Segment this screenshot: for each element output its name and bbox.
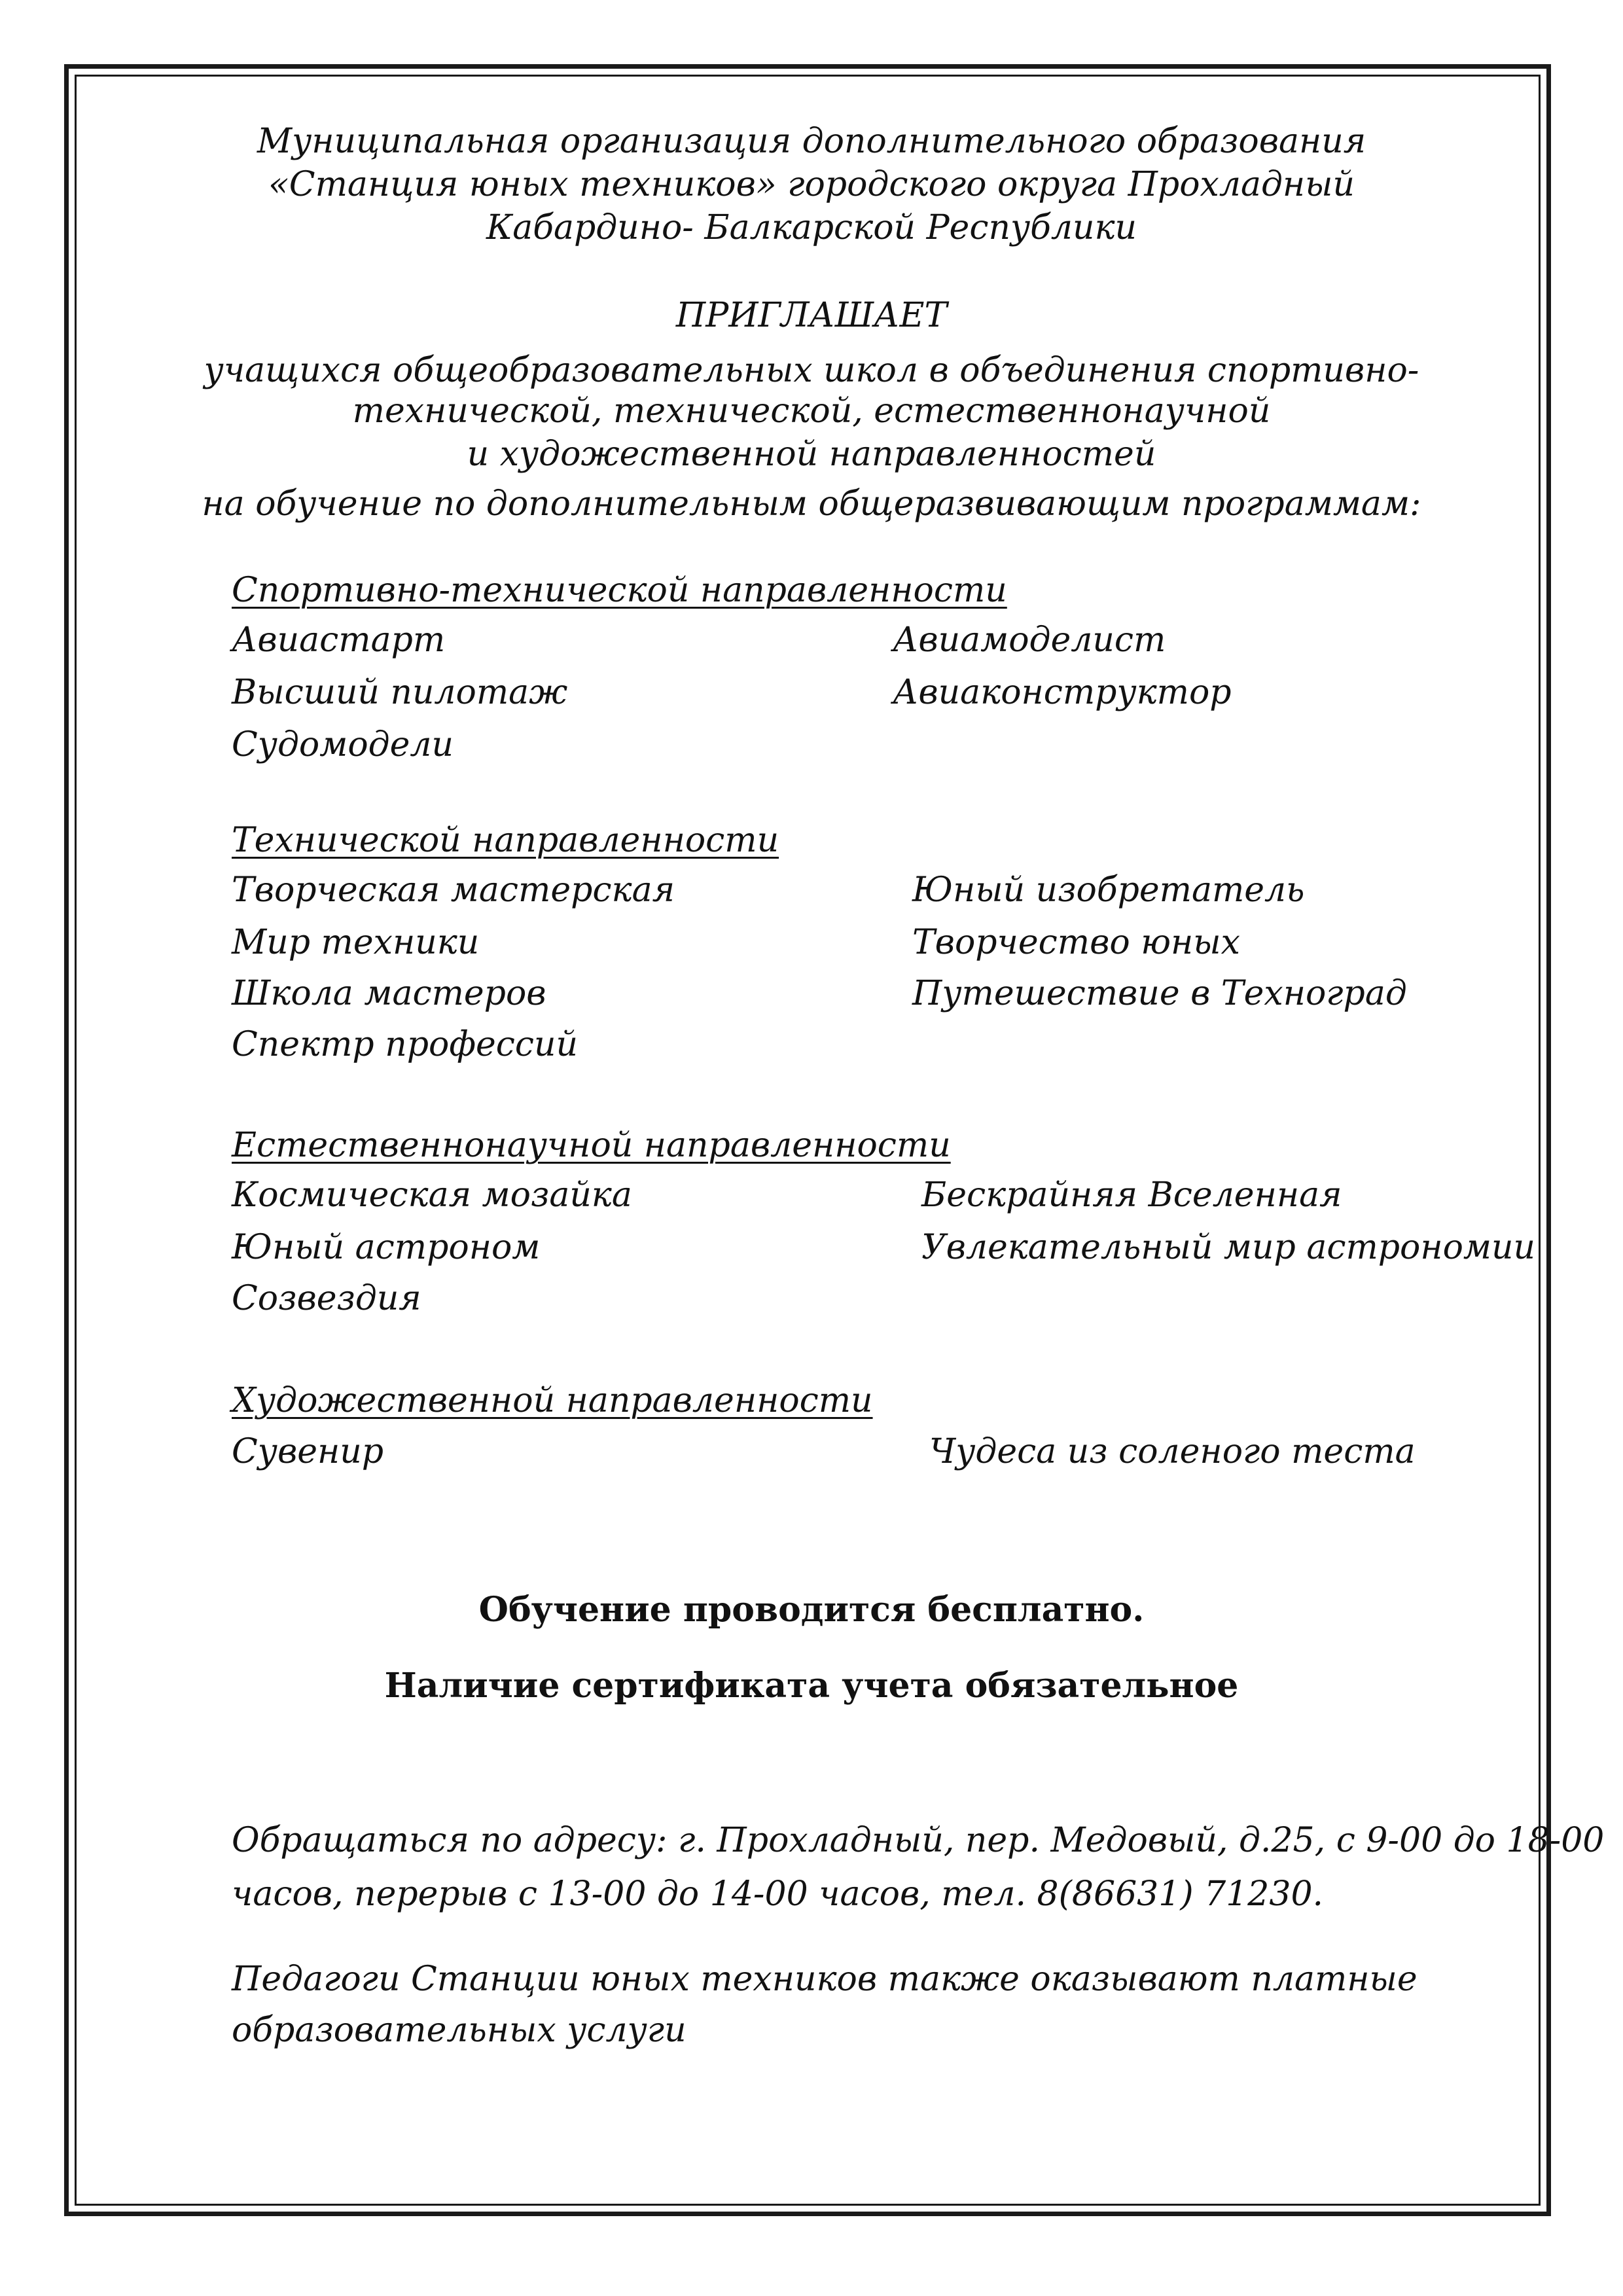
invite-line-3: и художественной направленностей <box>467 435 1156 474</box>
program-item: Космическая мозайка <box>232 1175 632 1215</box>
program-item: Сувенир <box>232 1432 384 1471</box>
program-item: Чудеса из соленого теста <box>929 1432 1416 1471</box>
program-item: Мир техники <box>232 923 480 962</box>
program-item: Творческая мастерская <box>232 870 675 910</box>
section-heading-natural-science: Естественнонаучной направленности <box>232 1126 951 1165</box>
program-item: Авиаконструктор <box>893 673 1232 712</box>
program-item: Бескрайняя Вселенная <box>921 1175 1342 1215</box>
invite-line-4: на обучение по дополнительным общеразвивающим программам: <box>202 484 1421 524</box>
org-name-line-1: Муниципальная организация дополнительного образования <box>257 122 1366 161</box>
invite-line-2: технической, технической, естественнонаучной <box>352 391 1271 431</box>
program-item: Путешествие в Техноград <box>912 974 1407 1013</box>
program-item: Судомодели <box>232 725 454 764</box>
program-item: Авиастарт <box>232 620 446 660</box>
paid-services-line-1: Педагоги Станции юных техников также оказывают платные <box>232 1960 1418 1999</box>
program-item: Увлекательный мир астрономии <box>921 1228 1536 1267</box>
section-heading-artistic: Художественной направленности <box>232 1381 873 1420</box>
program-item: Творчество юных <box>912 923 1240 962</box>
paid-services-line-2: образовательных услуги <box>232 2011 687 2050</box>
note-free-education: Обучение проводится бесплатно. <box>478 1590 1145 1630</box>
contact-address-line-1: Обращаться по адресу: г. Прохладный, пер. Медовый, д.25, с 9-00 до 18-00 <box>232 1821 1605 1860</box>
program-item: Авиамоделист <box>893 620 1166 660</box>
section-heading-sport-technical: Спортивно-технической направленности <box>232 571 1007 610</box>
org-name-line-2: «Станция юных техников» городского округа Прохладный <box>268 165 1355 204</box>
org-name-line-3: Кабардино- Балкарской Республики <box>486 208 1137 247</box>
program-item: Высший пилотаж <box>232 673 568 712</box>
program-item: Юный астроном <box>232 1228 541 1267</box>
program-item: Спектр профессий <box>232 1025 579 1064</box>
program-item: Созвездия <box>232 1279 421 1318</box>
invite-title: ПРИГЛАШАЕТ <box>675 296 948 335</box>
note-certificate-required: Наличие сертификата учета обязательное <box>384 1666 1239 1706</box>
invite-line-1: учащихся общеобразовательных школ в объединения спортивно- <box>204 351 1419 390</box>
section-heading-technical: Технической направленности <box>232 821 779 860</box>
program-item: Юный изобретатель <box>912 870 1305 910</box>
program-item: Школа мастеров <box>232 974 546 1013</box>
contact-address-line-2: часов, перерыв с 13-00 до 14-00 часов, тел. 8(86631) 71230. <box>232 1874 1324 1914</box>
